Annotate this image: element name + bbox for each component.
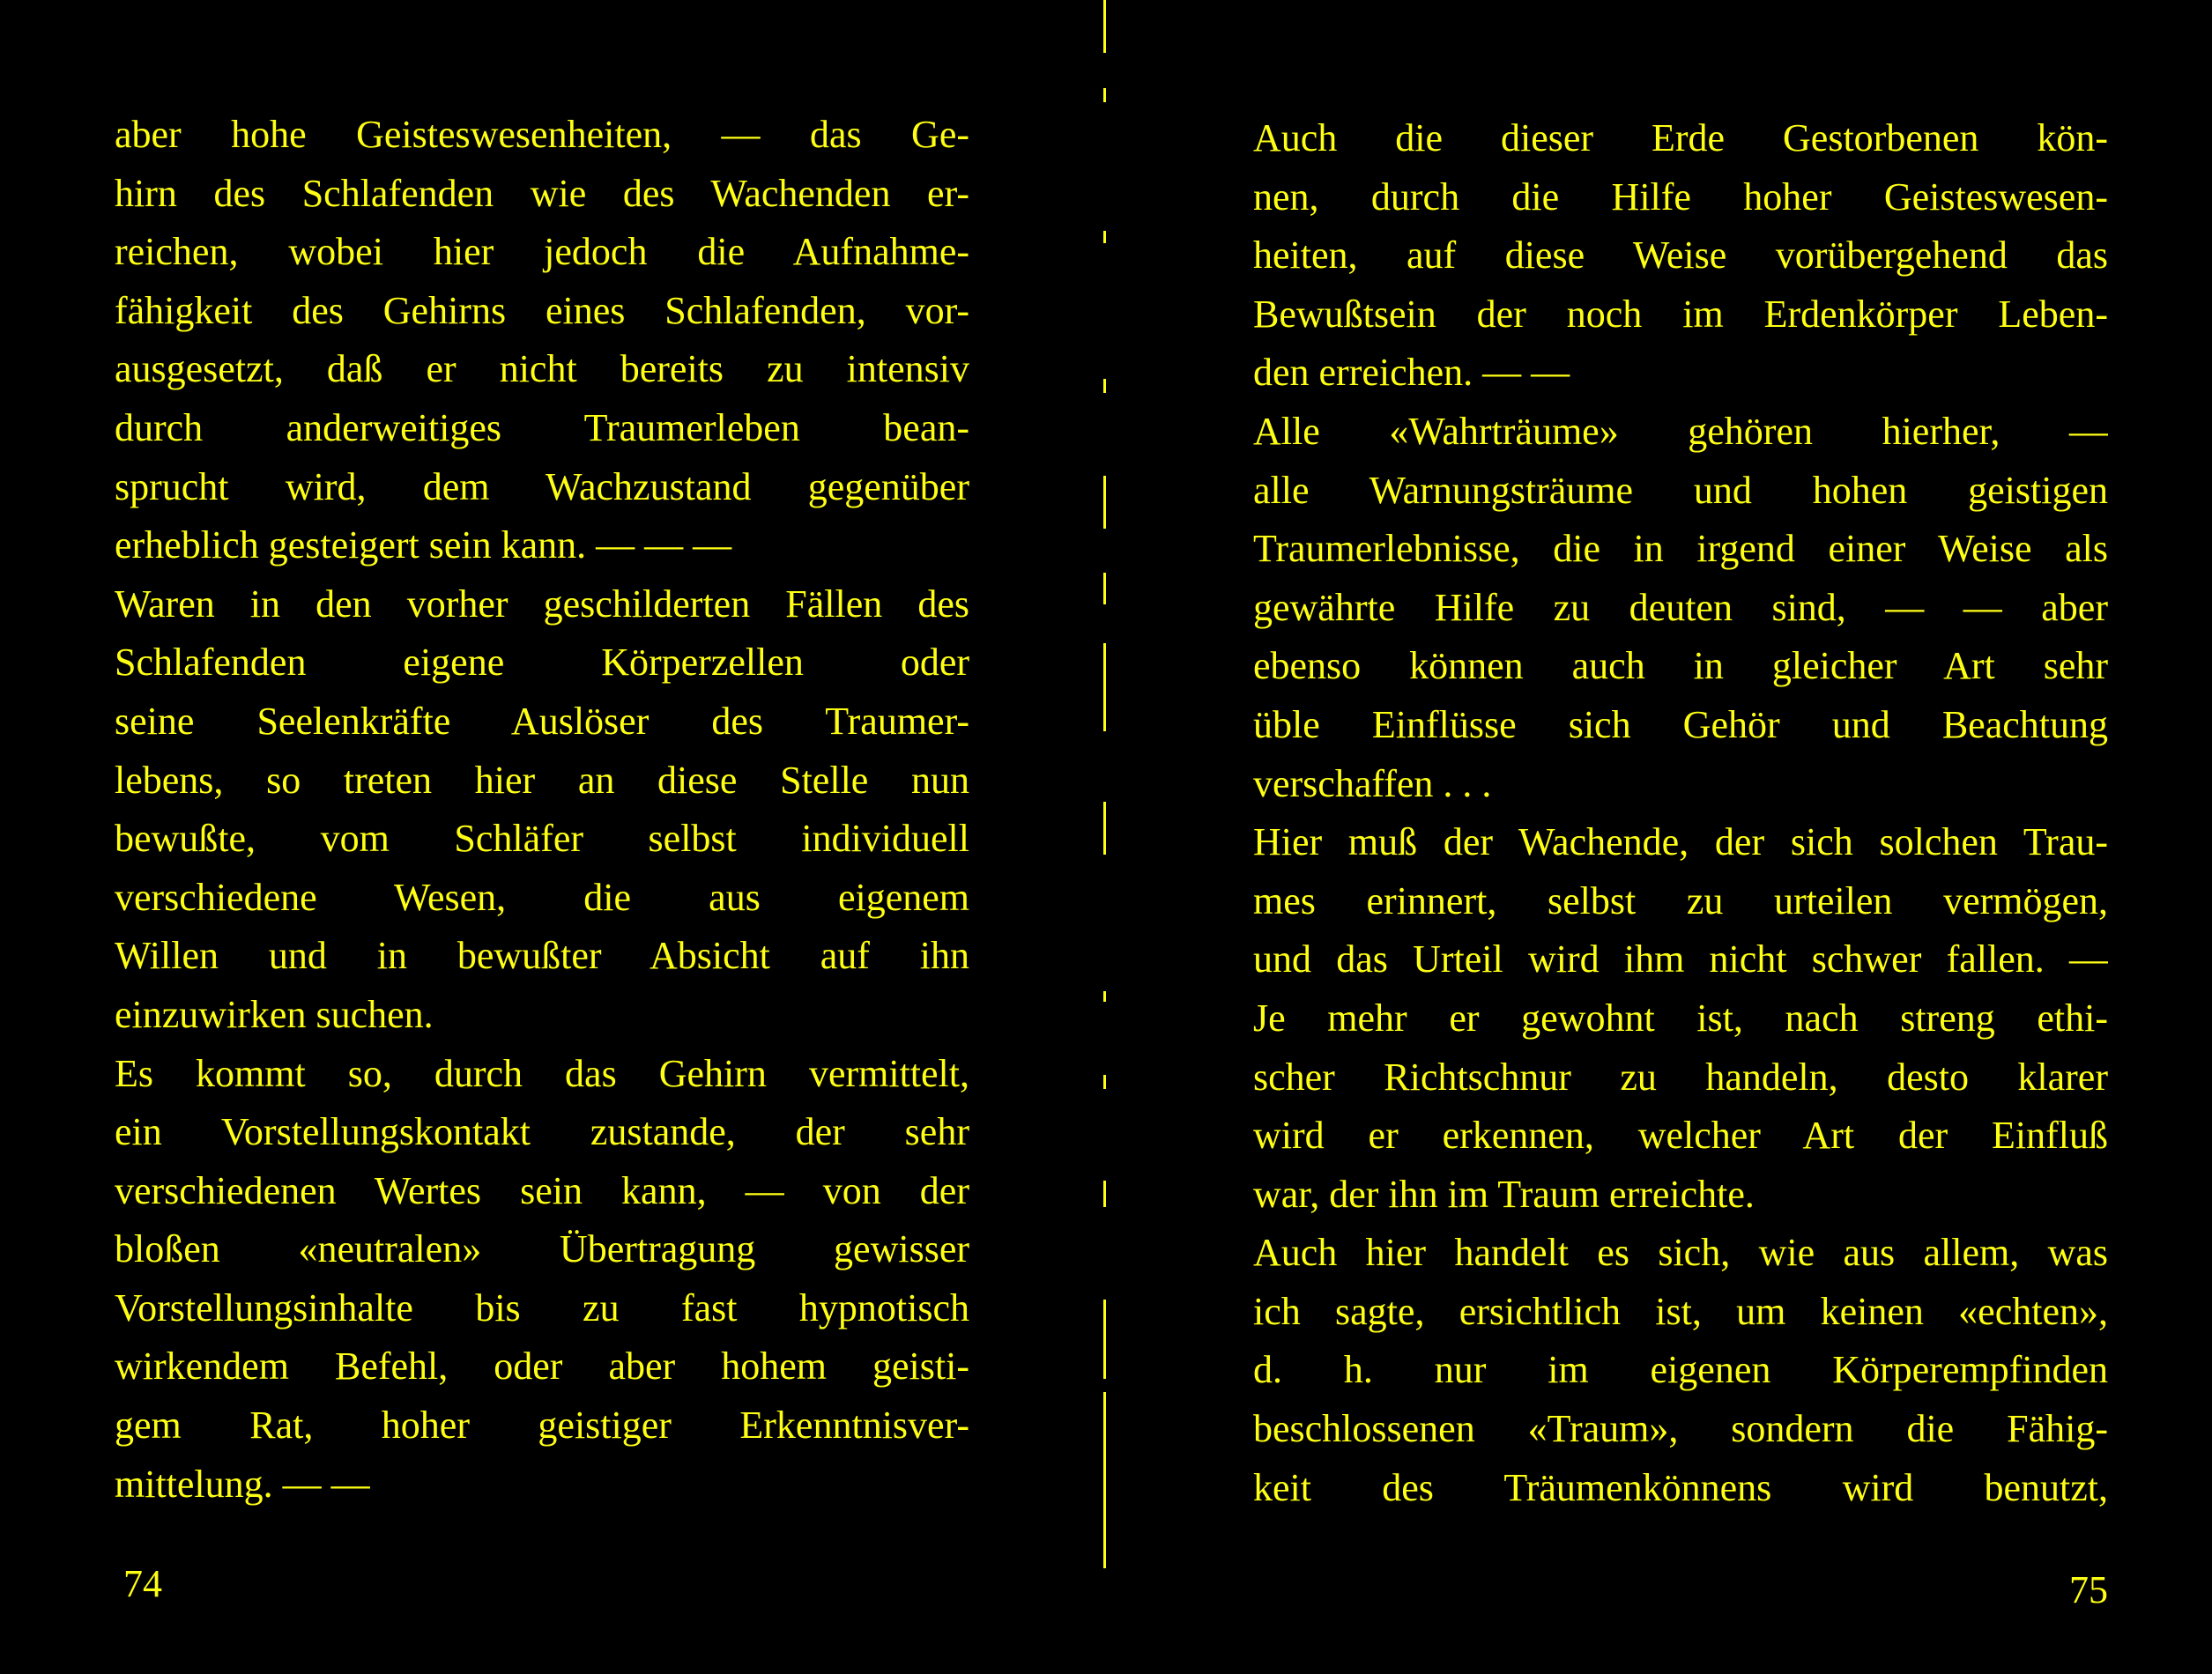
text-line: und das Urteil wird ihm nicht schwer fallen. — — [1253, 937, 2108, 981]
left-page-text — [115, 106, 969, 1514]
text-line: gewährte Hilfe zu deuten sind, — — aber — [1253, 585, 2108, 629]
gutter-mark — [1103, 88, 1106, 102]
text-line: durch anderweitiges Traumerleben bean- — [115, 405, 969, 449]
page-number: 74 — [123, 1562, 162, 1605]
text-line: verschaffen . . . — [1253, 761, 1492, 805]
text-line: den erreichen. — — — [1253, 351, 1570, 395]
text-line: bewußte, vom Schläfer selbst individuell — [115, 817, 969, 861]
text-line: gem Rat, hoher geistiger Erkenntnisver- — [115, 1404, 969, 1448]
text-line: sprucht wird, dem Wachzustand gegenüber — [115, 464, 969, 508]
text-line: bloßen «neutralen» Übertragung gewisser — [115, 1227, 969, 1271]
text-line: Vorstellungsinhalte bis zu fast hypnotisch — [115, 1285, 969, 1330]
text-line: einzuwirken suchen. — [115, 992, 434, 1036]
gutter-mark — [1103, 1181, 1106, 1207]
text-line: heiten, auf diese Weise vorübergehend das — [1253, 233, 2108, 278]
text-line: Auch hier handelt es sich, wie aus allem, was — [1253, 1231, 2108, 1275]
right-page — [1115, 0, 2212, 1674]
text-line: mittelung. — — — [115, 1462, 370, 1506]
book-gutter — [1103, 0, 1112, 1674]
gutter-mark — [1103, 231, 1106, 243]
gutter-mark — [1103, 0, 1106, 53]
gutter-mark — [1103, 1392, 1106, 1568]
text-line: mes erinnert, selbst zu urteilen vermögen, — [1253, 878, 2108, 922]
text-line: verschiedene Wesen, die aus eigenem — [115, 875, 969, 919]
text-line: scher Richtschnur zu handeln, desto klarer — [1253, 1055, 2108, 1099]
text-line: Es kommt so, durch das Gehirn vermittelt, — [115, 1051, 969, 1095]
gutter-mark — [1103, 991, 1106, 1002]
text-line: verschiedenen Wertes sein kann, — von der — [115, 1168, 969, 1212]
text-line: ein Vorstellungskontakt zustande, der sehr — [115, 1110, 969, 1154]
gutter-mark — [1103, 802, 1106, 855]
text-line: Bewußtsein der noch im Erdenkörper Leben- — [1253, 292, 2108, 336]
text-line: aber hohe Geisteswesenheiten, — das Ge- — [115, 113, 969, 156]
text-line: Willen und in bewußter Absicht auf ihn — [115, 934, 969, 978]
text-line: Hier muß der Wachende, der sich solchen Trau- — [1253, 820, 2108, 864]
gutter-mark — [1103, 476, 1106, 529]
text-line: war, der ihn im Traum erreichte. — [1253, 1172, 1755, 1216]
text-line: Traumerlebnisse, die in irgend einer Weise als — [1253, 527, 2108, 571]
right-page-text — [1253, 109, 2108, 1517]
text-line: Alle «Wahrträume» gehören hierher, — — [1253, 409, 2108, 453]
text-line: wirkendem Befehl, oder aber hohem geisti- — [115, 1344, 969, 1389]
text-line: nen, durch die Hilfe hoher Geisteswesen- — [1253, 174, 2108, 219]
gutter-mark — [1103, 379, 1106, 393]
text-line: alle Warnungsträume und hohen geistigen — [1253, 468, 2108, 512]
text-line: Auch die dieser Erde Gestorbenen kön- — [1253, 116, 2108, 159]
gutter-mark — [1103, 1075, 1106, 1089]
text-line: lebens, so treten hier an diese Stelle nun — [115, 758, 969, 802]
text-line: ich sagte, ersichtlich ist, um keinen «echten», — [1253, 1289, 2108, 1333]
text-line: beschlossenen «Traum», sondern die Fähig- — [1253, 1407, 2108, 1451]
text-line: Schlafenden eigene Körperzellen oder — [115, 641, 969, 685]
text-line: seine Seelenkräfte Auslöser des Traumer- — [115, 699, 969, 743]
text-line: keit des Träumenkönnens wird benutzt, — [1253, 1465, 2108, 1509]
gutter-mark — [1103, 643, 1106, 731]
text-line: üble Einflüsse sich Gehör und Beachtung — [1253, 702, 2108, 746]
text-line: Je mehr er gewohnt ist, nach streng ethi- — [1253, 996, 2108, 1040]
text-line: reichen, wobei hier jedoch die Aufnahme- — [115, 230, 969, 274]
text-line: Waren in den vorher geschilderten Fällen des — [115, 581, 969, 626]
text-line: wird er erkennen, welcher Art der Einfluß — [1253, 1114, 2108, 1158]
left-page — [0, 0, 1102, 1674]
gutter-mark — [1103, 573, 1106, 604]
page-number: 75 — [2069, 1568, 2108, 1611]
text-line: erheblich gesteigert sein kann. — — — — [115, 523, 732, 567]
text-line: ausgesetzt, daß er nicht bereits zu intensiv — [115, 347, 969, 391]
text-line: ebenso können auch in gleicher Art sehr — [1253, 644, 2108, 688]
gutter-mark — [1103, 1300, 1106, 1379]
text-line: hirn des Schlafenden wie des Wachenden er- — [115, 171, 969, 215]
text-line: d. h. nur im eigenen Körperempfinden — [1253, 1348, 2108, 1392]
text-line: fähigkeit des Gehirns eines Schlafenden, vor- — [115, 288, 969, 332]
